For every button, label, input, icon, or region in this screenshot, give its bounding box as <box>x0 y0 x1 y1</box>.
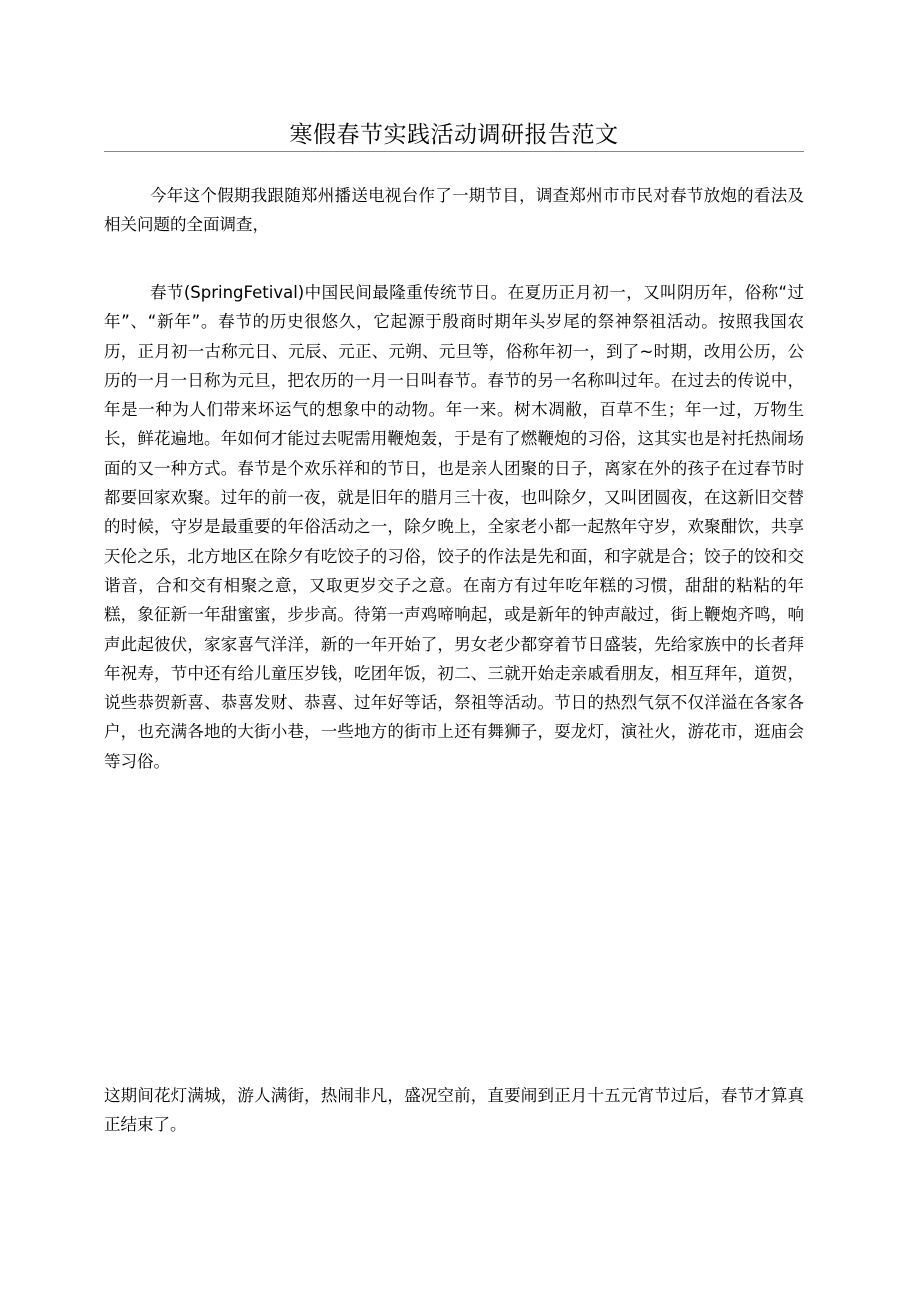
title-underline <box>104 151 804 152</box>
paragraph-spring-festival: 春节(SpringFetival)中国民间最隆重传统节日。在夏历正月初一，又叫阴历年，俗称“过年”、“新年”。春节的历史很悠久，它起源于殷商时期年头岁尾的祭神祭祖活动。按照我国农历，正月初一古称元日、元辰、元正、元朔、元旦等，俗称年初一，到了~时期，改用公历，公历的一月一日称为元旦，把农历的一月一日叫春节。春节的另一名称叫过年。在过去的传说中，年是一种为人们带来坏运气的想象中的动物。年一来。树木凋敝，百草不生；年一过，万物生长，鲜花遍地。年如何才能过去呢需用鞭炮轰，于是有了燃鞭炮的习俗，这其实也是衬托热闹场面的又一种方式。春节是个欢乐祥和的节日，也是亲人团聚的日子，离家在外的孩子在过春节时都要回家欢聚。过年的前一夜，就是旧年的腊月三十夜，也叫除夕，又叫团圆夜，在这新旧交替的时候，守岁是最重要的年俗活动之一，除夕晚上，全家老小都一起熬年守岁，欢聚酣饮，共享天伦之乐，北方地区在除夕有吃饺子的习俗，饺子的作法是先和面，和字就是合；饺子的饺和交谐音，合和交有相聚之意，又取更岁交子之意。在南方有过年吃年糕的习惯，甜甜的粘粘的年糕，象征新一年甜蜜蜜，步步高。待第一声鸡啼响起，或是新年的钟声敲过，街上鞭炮齐鸣，响声此起彼伏，家家喜气洋洋，新的一年开始了，男女老少都穿着节日盛装，先给家族中的长者拜年祝寿，节中还有给儿童压岁钱，吃团年饭，初二、三就开始走亲戚看朋友，相互拜年，道贺，说些恭贺新喜、恭喜发财、恭喜、过年好等话，祭祖等活动。节日的热烈气氛不仅洋溢在各家各户，也充满各地的大街小巷，一些地方的街市上还有舞狮子，耍龙灯，演社火，游花市，逛庙会等习俗。 <box>104 283 804 771</box>
paragraph-closing: 这期间花灯满城，游人满街，热闹非凡，盛况空前，直要闹到正月十五元宵节过后，春节才算真正结束了。 <box>104 1086 804 1135</box>
paragraph-intro: 今年这个假期我跟随郑州播送电视台作了一期节目，调查郑州市市民对春节放炮的看法及相关问题的全面调查， <box>104 186 804 235</box>
document-title: 寒假春节实践活动调研报告范文 <box>289 122 619 148</box>
